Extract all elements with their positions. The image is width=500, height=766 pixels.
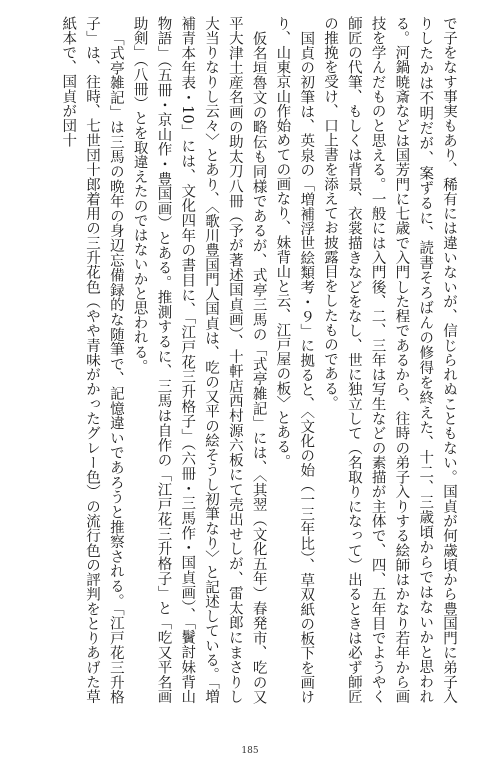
paragraph-2: 国貞の初筆は、英泉の「増補浮世絵類考・９」に拠ると、〈文化の始（一三年比）、草双紙の板下を画けり、山東京山作始めての画なり、妹背山と云、江戸屋の板〉とある。 xyxy=(274,16,315,704)
paragraph-3: 仮名垣魯文の略伝も同様であるが、式亭三馬の「式亭雑記」には、〈其翌（文化五年）春発市、吃の又平大津土産名画の助太刀八冊（予が著述国貞画）、十軒店西村源六板にて売出せしが、雷太郎にまさりし大当りなりし云々〉とあり、〈歌川豊国門人国貞は、吃の又平の絵そうし初筆なり〉と記述している。「増補青本年表・10」には、文化四年の書目に、「江戸花三升格子」（六冊・三馬作・国貞画）、「鬢討妹背山物語」（五冊・京山作・豊国画）とある。推測するに、三馬は自作の「江戸花三升格子」と「吃又平名画助剣」（八冊）とを取違えたのではないかと思われる。 xyxy=(131,16,267,704)
paragraph-1: で子をなす事実もあり、稀有には違いないが、信じられぬこともない。国貞が何歳頃から豊国門に弟子入りしたかは不明だが、案ずるに、読書そろばんの修得を終えた、十二、三歳頃からではないかと思われる。河鍋暁斎などは国芳門に七歳で入門した程であるから、往時の弟子入りする絵師はかなり若年から画技を学んだものと思える。一般には入門後、二、三年は写生などの素描が主体で、四、五年目でようやく師匠の代筆、もしくは背景、衣裳描きなどをなし、世に独立して（名取りになって）出るときは必ず師匠の推挽を受け、口上書を添えてお披露目をしたものである。 xyxy=(322,16,457,704)
paragraph-4: 「式亭雑記」は三馬の晩年の身辺忘備録的な随筆で、記憶違いであろうと推察される。「江戸花三升格子」は、往時、七世団十郎着用の三升花色（やや青味がかったグレー色）の流行色の評判をとりあげた草紙本で、国貞が団十 xyxy=(60,16,124,704)
vertical-text-body xyxy=(32,16,460,704)
page-number: 185 xyxy=(241,746,259,756)
